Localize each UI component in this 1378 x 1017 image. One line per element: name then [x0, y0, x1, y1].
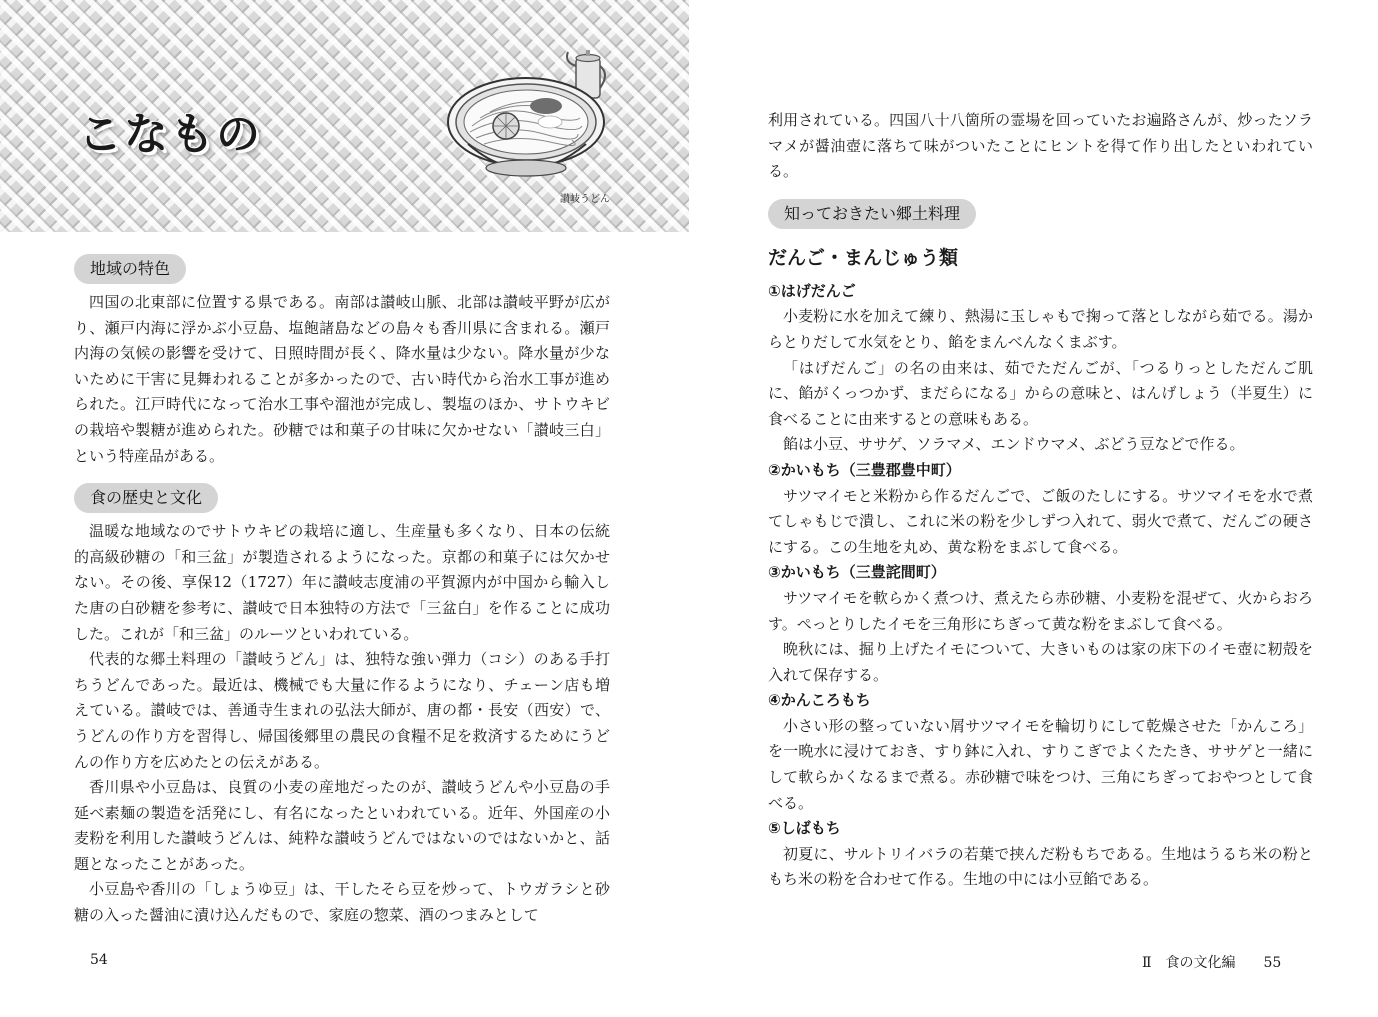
paragraph: 温暖な地域なのでサトウキビの栽培に適し、生産量も多くなり、日本の伝統的高級砂糖の「和三盆」が製造されるようになった。京都の和菓子には欠かせない。その後、享保12（1727）年に讃岐志度浦の平賀源内が中国から輸入した唐の白砂糖を参考に、讃岐で日本独特の方法で「三盆白」を作ることに成功した。これが「和三盆」のルーツといわれている。 [74, 522, 610, 643]
paragraph: 「はげだんご」の名の由来は、茹でただんごが、「つるりっとしただんご肌に、餡がくっつかず、まだらになる」からの意味と、はんげしょう（半夏生）に食べることに由来するとの意味もある。 [768, 358, 1313, 428]
running-footer-right [1142, 952, 1281, 972]
running-footer-section: Ⅱ 食の文化編 [1142, 955, 1236, 971]
sub-heading-dango: だんご・まんじゅう類 [768, 246, 959, 269]
right-page-column [768, 108, 1313, 893]
paragraph-continued: 利用されている。四国八十八箇所の霊場を回っていたお遍路さんが、炒ったソラマメが醤油壺に落ちて味がついたことにヒントを得て作り出したといわれている。 [768, 111, 1313, 181]
chapter-title: こなもの [78, 109, 262, 160]
item-title: ④かんころもち [768, 691, 871, 710]
paragraph: 四国の北東部に位置する県である。南部は讃岐山脈、北部は讃岐平野が広がり、瀬戸内海に浮かぶ小豆島、塩飽諸島などの島々も香川県に含まれる。瀬戸内海の気候の影響を受けて、日照時間が長く、降水量は少ない。降水量が少ないために干害に見舞われることが多かったので、古い時代から治水工事が進められた。江戸時代になって治水工事や溜池が完成し、製塩のほか、サトウキビの栽培や製糖が進められた。砂糖では和菓子の甘味に欠かせない「讃岐三白」という特産品がある。 [74, 293, 610, 465]
left-page-column [74, 250, 610, 929]
paragraph: 香川県や小豆島は、良質の小麦の産地だったのが、讃岐うどんや小豆島の手延べ素麺の製造を活発にし、有名になったといわれている。近年、外国産の小麦粉を利用した讃岐うどんは、純粋な讃岐うどんではないのではないかと、話題となったことがあった。 [74, 778, 610, 873]
item-title: ①はげだんご [768, 281, 856, 300]
chapter-header-band [0, 0, 689, 232]
item-title: ②かいもち（三豊郡豊中町） [768, 460, 961, 479]
page-number-right: 55 [1263, 955, 1282, 971]
section-heading-food-history: 食の歴史と文化 [74, 483, 218, 513]
paragraph: 初夏に、サルトリイバラの若葉で挟んだ粉もちである。生地はうるち米の粉ともち米の粉を合わせて作る。生地の中には小豆餡である。 [768, 844, 1313, 889]
paragraph: 餡は小豆、ササゲ、ソラマメ、エンドウマメ、ぶどう豆などで作る。 [783, 435, 1245, 454]
page-number-left: 54 [90, 952, 108, 968]
paragraph: 小さい形の整っていない屑サツマイモを輪切りにして乾燥させた「かんころ」を一晩水に浸けておき、すり鉢に入れ、すりこぎでよくたたき、ササゲと一緒にして軟らかくなるまで煮る。赤砂糖で味をつけ、三角にちぎっておやつとして食べる。 [768, 716, 1313, 812]
paragraph: 晩秋には、掘り上げたイモについて、大きいものは家の床下のイモ壺に籾殻を入れて保存する。 [768, 640, 1313, 684]
section-heading-local-dishes: 知っておきたい郷土料理 [768, 199, 976, 229]
item-title: ③かいもち（三豊詫間町） [768, 563, 946, 582]
paragraph: サツマイモと米粉から作るだんごで、ご飯のたしにする。サツマイモを水で煮てしゃもじで潰し、これに米の粉を少しずつ入れて、弱火で煮て、だんごの硬さにする。この生地を丸め、黄な粉をまぶして食べる。 [768, 486, 1313, 556]
paragraph: 小豆島や香川の「しょうゆ豆」は、干したそら豆を炒って、トウガラシと砂糖の入った醤油に漬け込んだもので、家庭の惣菜、酒のつまみとして [74, 880, 610, 925]
illustration-caption: 讃岐うどん [560, 194, 610, 205]
paragraph: 代表的な郷土料理の「讃岐うどん」は、独特な強い弾力（コシ）のある手打ちうどんであった。最近は、機械でも大量に作るようになり、チェーン店も増えている。讃岐では、善通寺生まれの弘法大師が、唐の都・長安（西安）で、うどんの作り方を習得し、帰国後郷里の農民の食糧不足を救済するためにうどんの作り方を広めたとの伝えがある。 [74, 650, 610, 771]
sanuki-udon-illustration [440, 44, 620, 204]
item-title: ⑤しばもち [768, 819, 841, 838]
paragraph: 小麦粉に水を加えて練り、熱湯に玉しゃもで掬って落としながら茹でる。湯からとりだして水気をとり、餡をまんべんなくまぶす。 [768, 307, 1313, 351]
section-heading-regional: 地域の特色 [74, 254, 186, 284]
paragraph: サツマイモを軟らかく煮つけ、煮えたら赤砂糖、小麦粉を混ぜて、火からおろす。ぺっとりしたイモを三角形にちぎって黄な粉をまぶして食べる。 [768, 588, 1313, 633]
